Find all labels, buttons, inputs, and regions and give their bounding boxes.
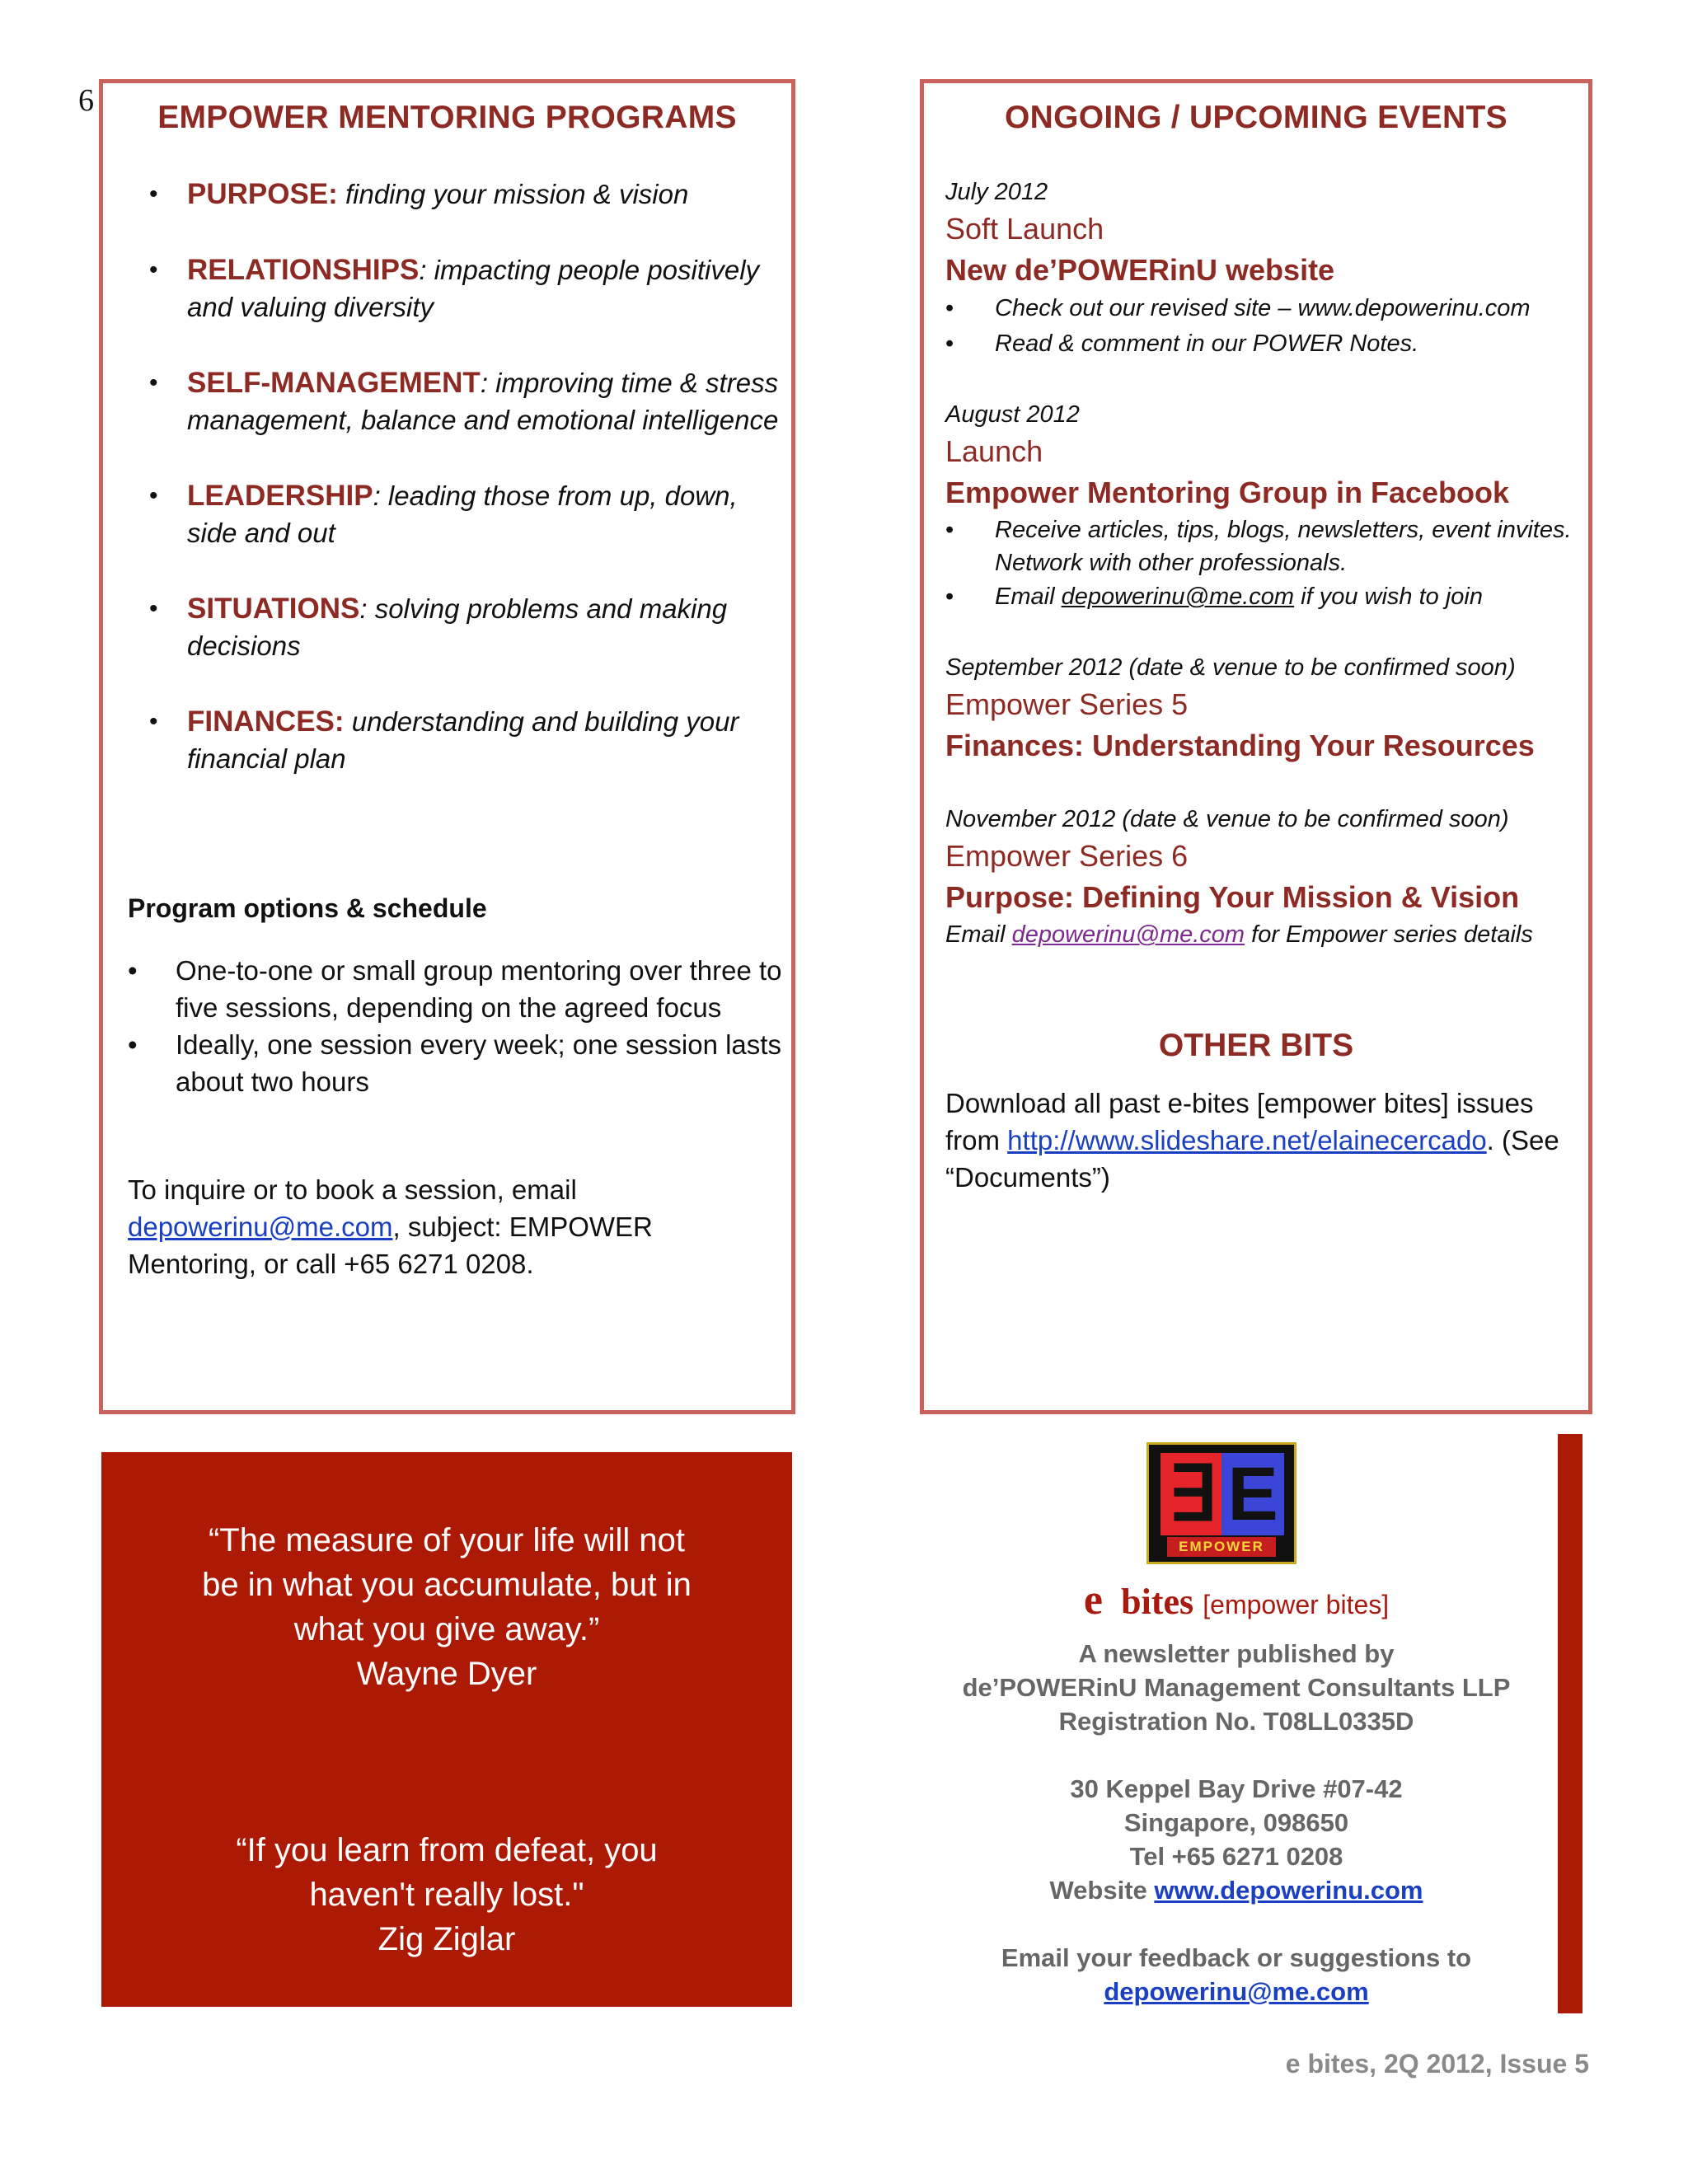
event-bullet-pre: Email (995, 583, 1062, 610)
program-desc: finding your mission & vision (337, 179, 689, 209)
quote-author: Zig Ziglar (377, 1921, 516, 1957)
event-title: Purpose: Defining Your Mission & Vision (945, 880, 1520, 914)
bullet-icon: • (945, 330, 954, 357)
event-title: New de’POWERinU website (945, 253, 1335, 287)
issue-footer: e bites, 2Q 2012, Issue 5 (1285, 2049, 1589, 2079)
bullet-icon: • (128, 1029, 138, 1060)
logo-e-icon: E (1227, 1452, 1278, 1536)
bullet-icon: • (149, 595, 158, 622)
bullet-icon: • (149, 256, 158, 284)
options-heading: Program options & schedule (128, 893, 487, 923)
events-title: ONGOING / UPCOMING EVENTS (1005, 100, 1507, 135)
page-number: 6 (78, 83, 94, 118)
event-type: Empower Series 6 (945, 839, 1189, 873)
program-key: SELF-MANAGEMENT (187, 367, 481, 399)
logo-label: EMPOWER (1167, 1537, 1276, 1557)
event-date: August 2012 (945, 401, 1080, 428)
inquire-text (128, 1171, 771, 1282)
event-september (945, 651, 1580, 766)
event-bullets (945, 513, 1580, 615)
mentoring-programs-panel (99, 79, 795, 1414)
quote-text: “The measure of your life will not be in what you accumulate, but in what you give away.” (202, 1522, 692, 1647)
other-bits-title: OTHER BITS (1158, 1028, 1354, 1063)
event-email-link[interactable]: depowerinu@me.com (1061, 583, 1295, 610)
empower-logo (1146, 1442, 1296, 1564)
note-pre: Email (945, 921, 1012, 948)
program-desc: : improving time & stress management, balance and emotional intelligence (187, 368, 779, 435)
event-date: July 2012 (945, 179, 1048, 205)
quote-text: “If you learn from defeat, you haven't really lost." (236, 1832, 658, 1913)
publisher-details (915, 1637, 1558, 2008)
event-bullets (945, 291, 1580, 362)
event-type: Launch (945, 434, 1043, 468)
event-title: Empower Mentoring Group in Facebook (945, 476, 1510, 509)
list-item (945, 291, 1580, 326)
program-key: LEADERSHIP (187, 480, 373, 512)
address-line: Singapore, 098650 (1123, 1808, 1349, 1837)
event-august (945, 398, 1580, 615)
option-text: One-to-one or small group mentoring over three to five sessions, depending on the agreed focus (176, 955, 782, 1023)
quote-wayne-dyer (192, 1518, 701, 1696)
brand-sub: [empower bites] (1203, 1590, 1390, 1619)
feedback-email-link[interactable]: depowerinu@me.com (1104, 1977, 1369, 2006)
inquire-email-link[interactable]: depowerinu@me.com (128, 1212, 393, 1242)
events-list (945, 176, 1580, 951)
tel-line: Tel +65 6271 0208 (1129, 1842, 1343, 1871)
bullet-icon: • (945, 583, 954, 610)
bullet-icon: • (149, 369, 158, 396)
program-desc: : leading those from up, down, side and out (187, 480, 738, 548)
website-line (915, 1873, 1558, 1907)
publisher-line: de’POWERinU Management Consultants LLP (962, 1673, 1511, 1702)
options-list (128, 952, 787, 1100)
note-post: for Empower series details (1245, 921, 1533, 948)
slideshare-link[interactable]: http://www.slideshare.net/elainecercado (1007, 1125, 1487, 1155)
program-desc: : impacting people positively and valuing diversity (187, 255, 760, 322)
list-item (945, 326, 1580, 362)
logo-reversed-e-icon: ∃ (1167, 1452, 1217, 1536)
website-link[interactable]: www.depowerinu.com (1154, 1876, 1423, 1905)
list-item (128, 251, 779, 326)
quote-author: Wayne Dyer (356, 1656, 537, 1692)
programs-list (128, 176, 779, 816)
bullet-icon: • (945, 295, 954, 321)
list-item (128, 590, 779, 664)
decorative-red-bar (1558, 1434, 1582, 2013)
newsletter-info (915, 1442, 1558, 2069)
list-item (128, 364, 779, 438)
publisher-line: A newsletter published by (1078, 1639, 1395, 1668)
registration-line: Registration No. T08LL0335D (1058, 1707, 1414, 1736)
list-item (128, 1026, 787, 1100)
option-text: Ideally, one session every week; one session lasts about two hours (176, 1029, 781, 1097)
brand-bites: bites (1121, 1582, 1194, 1622)
brand-e: e (1083, 1577, 1103, 1624)
inquire-post: , subject: EMPOWER Mentoring, or call +65 6271 0208. (128, 1212, 653, 1279)
quote-zig-ziglar (192, 1828, 701, 1961)
event-type: Empower Series 5 (945, 687, 1189, 721)
website-label: Website (1049, 1876, 1155, 1905)
event-july (945, 176, 1580, 362)
event-bullet-post: if you wish to join (1294, 583, 1483, 610)
programs-title: EMPOWER MENTORING PROGRAMS (157, 100, 737, 135)
event-title: Finances: Understanding Your Resources (945, 729, 1535, 762)
feedback-line: Email your feedback or suggestions to (1001, 1943, 1472, 1972)
event-type: Soft Launch (945, 212, 1104, 246)
event-november (945, 803, 1580, 951)
other-bits-post: . (See “Documents”) (945, 1125, 1559, 1193)
program-desc: understanding and building your financial plan (187, 706, 739, 774)
bullet-icon: • (945, 517, 954, 543)
list-item (128, 952, 787, 1026)
list-item (945, 579, 1580, 615)
bullet-icon: • (128, 955, 138, 986)
other-bits-pre: Download all past e-bites [empower bites] issues from (945, 1088, 1534, 1155)
list-item (945, 513, 1580, 579)
events-panel (920, 79, 1592, 1414)
event-note (945, 918, 1580, 951)
bullet-icon: • (149, 482, 158, 509)
event-bullet-text: Check out our revised site – www.depowerinu.com (995, 295, 1531, 321)
other-bits-text (945, 1085, 1580, 1196)
program-key: PURPOSE: (187, 178, 338, 210)
program-key: FINANCES: (187, 705, 345, 738)
list-item (128, 477, 779, 551)
brand-line (915, 1576, 1558, 1624)
quotes-panel (101, 1452, 792, 2007)
address-line: 30 Keppel Bay Drive #07-42 (1070, 1774, 1403, 1803)
event-date: November 2012 (date & venue to be confirmed soon) (945, 806, 1509, 832)
list-item (128, 176, 779, 213)
event-bullet-text: Read & comment in our POWER Notes. (995, 330, 1419, 357)
list-item (128, 703, 779, 777)
event-bullet-text: Receive articles, tips, blogs, newsletters, event invites. Network with other professionals. (995, 517, 1572, 576)
bullet-icon: • (149, 180, 158, 208)
program-key: SITUATIONS (187, 593, 360, 625)
bullet-icon: • (149, 708, 158, 735)
program-key: RELATIONSHIPS (187, 254, 420, 286)
inquire-pre: To inquire or to book a session, email (128, 1174, 577, 1205)
event-date: September 2012 (date & venue to be confirmed soon) (945, 654, 1516, 681)
note-email-link[interactable]: depowerinu@me.com (1011, 921, 1245, 948)
program-desc: : solving problems and making decisions (187, 593, 728, 661)
